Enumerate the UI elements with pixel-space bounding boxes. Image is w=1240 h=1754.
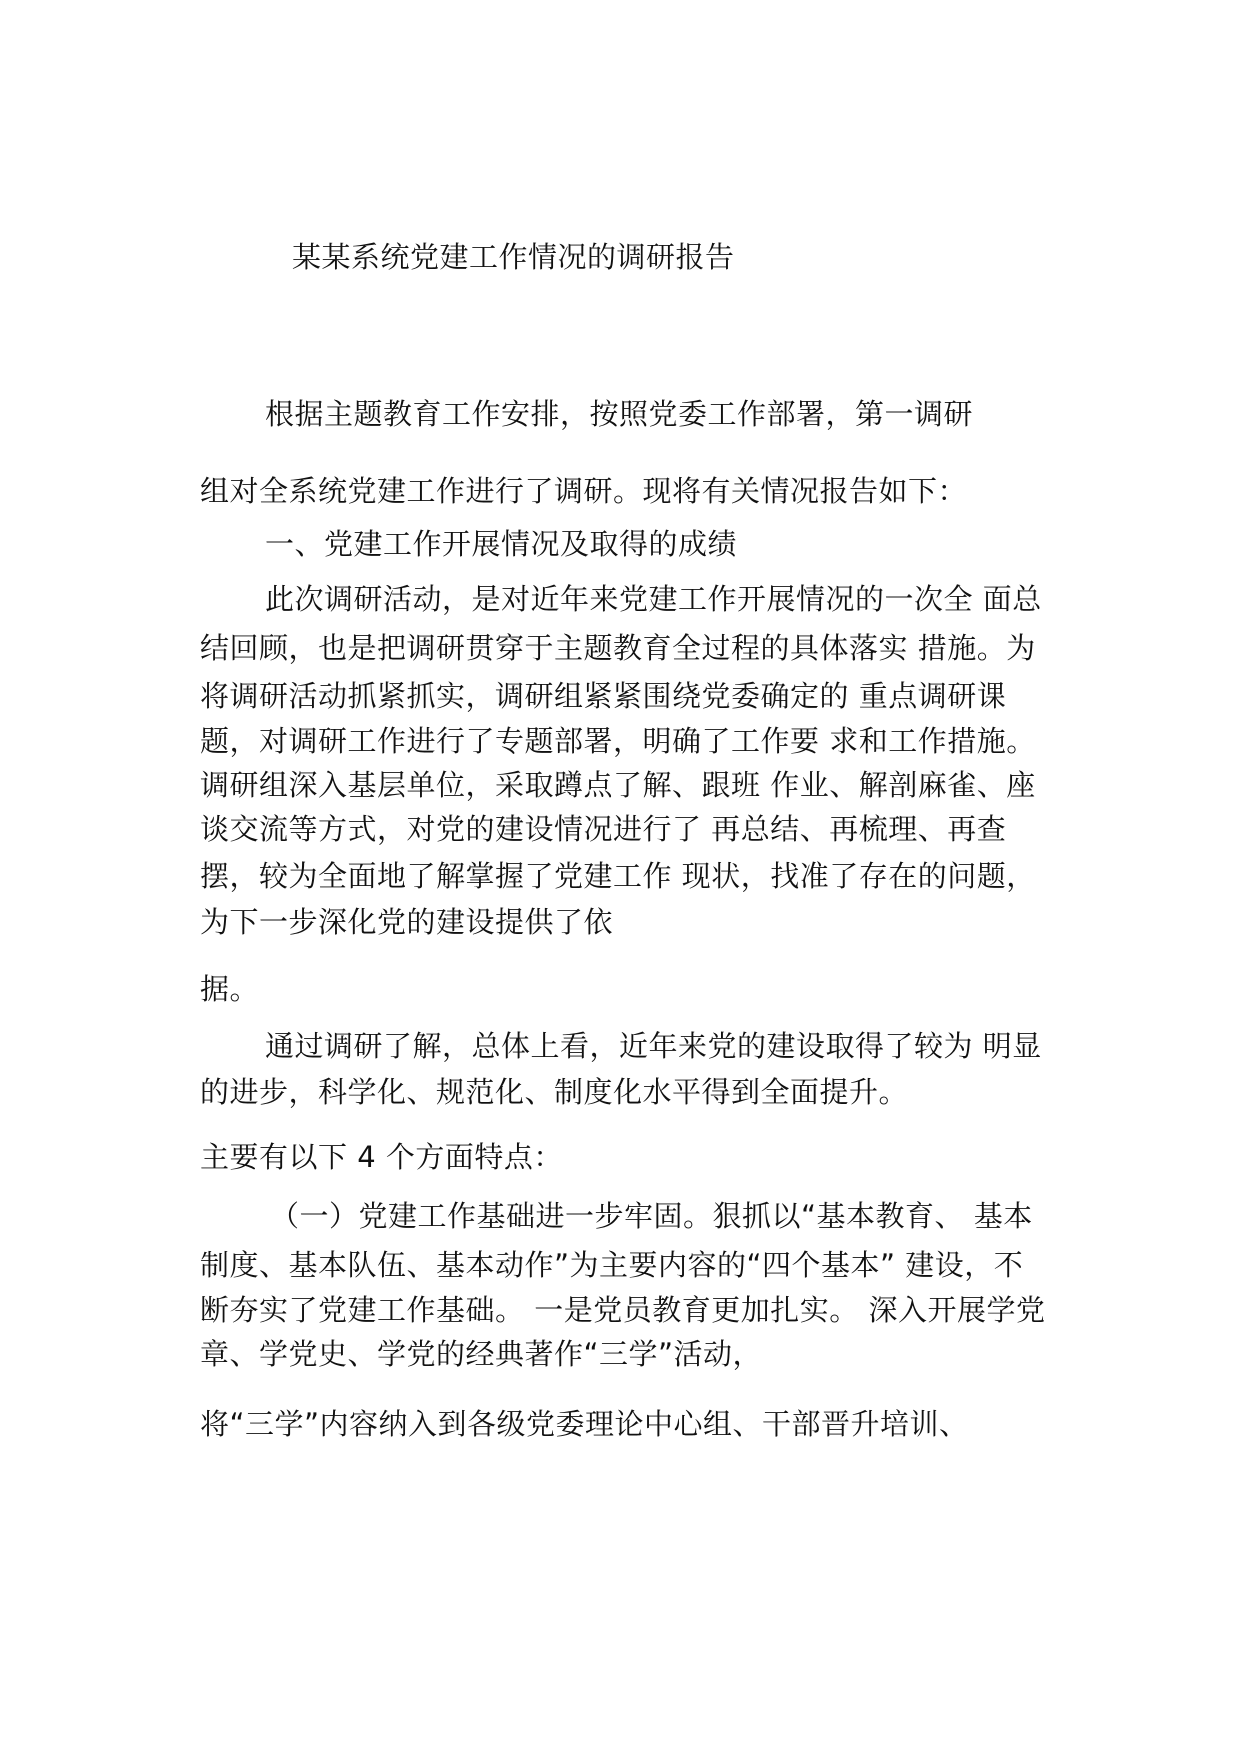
paragraph-line: 调研组深入基层单位，采取蹲点了解、跟班 作业、解剖麻雀、座 xyxy=(200,768,1036,802)
paragraph-line: 断夯实了党建工作基础。 一是党员教育更加扎实。 深入开展学党 xyxy=(200,1293,1046,1327)
paragraph-line: 摆，较为全面地了解掌握了党建工作 现状，找准了存在的问题， xyxy=(200,859,1036,893)
paragraph-line: 此次调研活动，是对近年来党建工作开展情况的一次全 面总 xyxy=(265,582,1042,616)
document-title: 某某系统党建工作情况的调研报告 xyxy=(292,240,735,274)
paragraph-line: 主要有以下 4 个方面特点： xyxy=(200,1140,563,1174)
subsection-line: （一）党建工作基础进一步牢固。狠抓以“基本教育、 基本 xyxy=(270,1199,1033,1233)
paragraph-line: 谈交流等方式，对党的建设情况进行了 再总结、再梳理、再查 xyxy=(200,812,1007,846)
paragraph-line: 通过调研了解，总体上看，近年来党的建设取得了较为 明显 xyxy=(265,1029,1042,1063)
section-heading: 一、党建工作开展情况及取得的成绩 xyxy=(265,527,738,561)
paragraph-line: 将调研活动抓紧抓实，调研组紧紧围绕党委确定的 重点调研课 xyxy=(200,679,1007,713)
paragraph-line: 根据主题教育工作安排，按照党委工作部署，第一调研 xyxy=(265,397,974,431)
paragraph-line: 结回顾，也是把调研贯穿于主题教育全过程的具体落实 措施。为 xyxy=(200,631,1036,665)
paragraph-line: 的进步，科学化、规范化、制度化水平得到全面提升。 xyxy=(200,1075,909,1109)
paragraph-line: 制度、基本队伍、基本动作”为主要内容的“四个基本” 建设，不 xyxy=(200,1248,1024,1282)
paragraph-line: 据。 xyxy=(200,972,260,1006)
paragraph-line: 将“三学”内容纳入到各级党委理论中心组、干部晋升培训、 xyxy=(200,1407,969,1441)
paragraph-line: 为下一步深化党的建设提供了依 xyxy=(200,905,614,939)
paragraph-line: 章、学党史、学党的经典著作“三学”活动， xyxy=(200,1337,763,1371)
paragraph-line: 组对全系统党建工作进行了调研。现将有关情况报告如下： xyxy=(200,474,968,508)
paragraph-line: 题，对调研工作进行了专题部署，明确了工作要 求和工作措施。 xyxy=(200,724,1036,758)
